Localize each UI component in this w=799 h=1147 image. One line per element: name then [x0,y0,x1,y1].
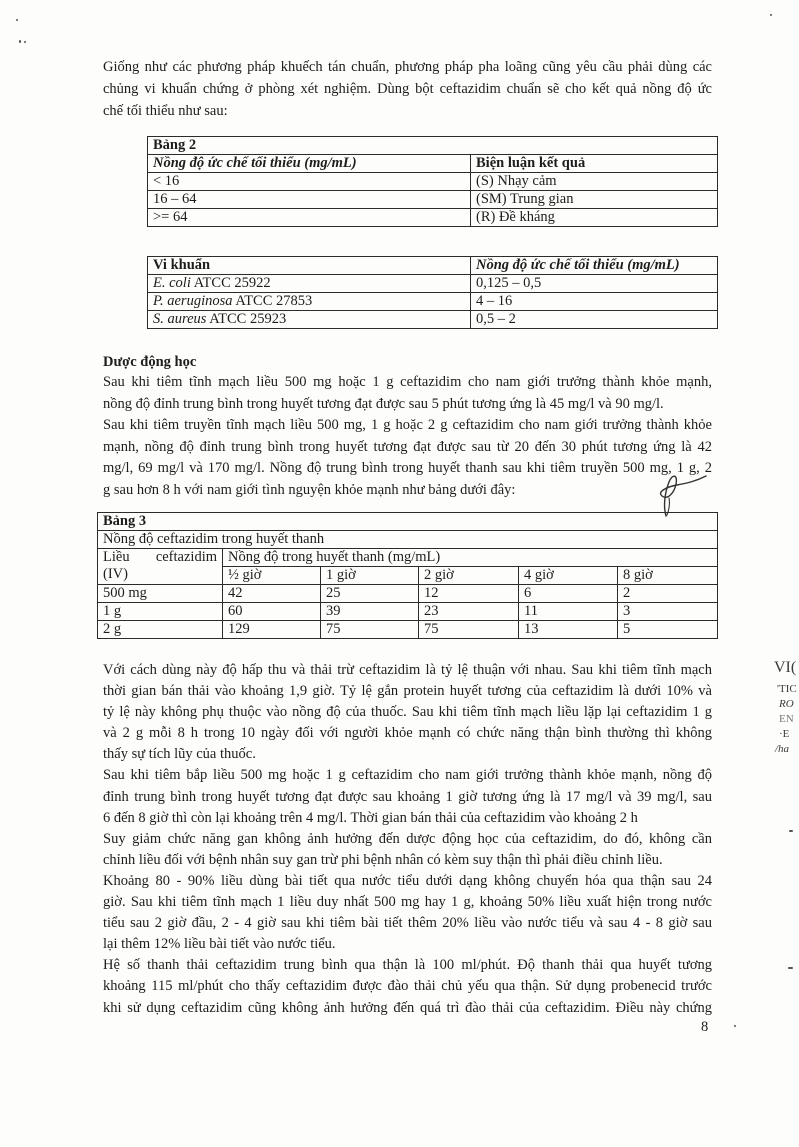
table-cell: 16 – 64 [148,191,471,209]
table-cell: 75 [419,621,519,639]
table-cell: (SM) Trung gian [471,191,718,209]
text-line: 6 đến 8 giờ thì còn lại khoảng trên 4 mg/l. Thời gian bán thải của ceftazidim vào khoảng 2 h [103,809,638,826]
text-line: và 2 g mỗi 8 h trong 10 ngày đối với người khỏe mạnh có chức năng thận bình thường thì không [103,725,712,742]
table-cell: 13 [519,621,618,639]
text-line: thấy sự tích lũy của thuốc. [103,746,256,763]
species-name: P. aeruginosa [153,293,233,309]
margin-fragment: /ha [775,743,790,755]
text-line: chủng vi khuẩn chứng ở phòng xét nghiệm. Dùng bột ceftazidim chuẩn sẽ cho kết quả nồng độ ức [103,81,712,97]
table-cell: 60 [223,603,321,621]
text-line: chế tối thiểu như sau: [103,103,228,119]
table-cell: 6 [519,585,618,603]
scan-speck [16,19,18,21]
scan-speck [734,1025,736,1027]
table-cell: 129 [223,621,321,639]
page-number: 8 [701,1019,709,1035]
table-row [98,603,718,621]
scan-speck [770,14,772,16]
table-row [148,275,718,293]
table-cell: 25 [321,585,419,603]
scan-speck [789,830,793,832]
qc-strain-table [147,256,718,329]
text-line: Sau khi tiêm tĩnh mạch liều 500 mg hoặc 1 g ceftazidim cho nam giới trưởng thành khỏe mạnh, [103,374,712,390]
column-header: Nồng độ ức chế tối thiểu (mg/mL) [148,155,471,173]
text-line: Với cách dùng này độ hấp thu và thải trừ ceftazidim là tỷ lệ thuận với nhau. Sau khi tiêm tĩnh mạch [103,662,712,678]
table-cell: >= 64 [148,209,471,227]
table-cell: 5 [618,621,718,639]
time-header: 4 giờ [519,567,618,585]
table-cell: 3 [618,603,718,621]
text-line: Suy giảm chức năng gan không ảnh hưởng đến dược động học của ceftazidim, do đó, không cần [103,830,712,847]
table-cell: 75 [321,621,419,639]
concentration-header: Nồng độ trong huyết thanh (mg/mL) [223,549,718,567]
strain-id: ATCC 25922 [193,275,271,291]
mic-interpretation-table [147,136,718,227]
section-heading: Dược động học [103,354,197,370]
species-name: S. aureus [153,311,207,327]
scan-speck [788,967,793,969]
text-line: Sau khi tiêm bắp liều 500 mg hoặc 1 g ceftazidim cho nam giới trưởng thành khỏe mạnh, nồng độ [103,767,712,784]
table-row [148,173,718,191]
table-cell: 11 [519,603,618,621]
text-line: khoảng 115 ml/phút cho thấy ceftazidim được đào thải chủ yếu qua thận. Sử dụng probenecid trước [103,978,712,995]
text-line: thời gian bán thải vào khoảng 1,9 giờ. Tỷ lệ gắn protein huyết tương của ceftazidim là dưới 10% và [103,683,712,700]
text-line: mạnh, nồng độ đỉnh trung bình trong huyết tương đạt được sau từ 20 đến 30 phút tương ứng là 42 [103,438,712,455]
table-cell: < 16 [148,173,471,191]
text-line: giờ. Sau khi tiêm tĩnh mạch 1 liều duy nhất 500 mg hay 1 g, khoảng 50% liều xuất hiện trong nước [103,894,712,911]
table-caption-row [98,531,718,549]
table-cell [148,311,471,329]
table-header-row [98,549,718,567]
table-cell: 0,5 – 2 [471,311,718,329]
body-text [103,660,712,1019]
table-title-row [98,513,718,531]
strain-id: ATCC 27853 [235,293,313,309]
table-cell: 39 [321,603,419,621]
dose-header-word: Liều [103,549,130,565]
table-header-row [148,155,718,173]
table-title: Bảng 3 [98,513,718,531]
margin-fragment: EN [779,713,794,725]
text-line: tiểu sau 2 giờ đầu, 2 - 4 giờ sau khi tiêm bài tiết thêm 20% liều vào nước tiểu và sau 4 - 8 giờ sau [103,915,712,932]
table-cell: (S) Nhạy cảm [471,173,718,191]
species-name: E. coli [153,275,191,291]
dose-cell: 2 g [98,621,223,639]
table-title: Bảng 2 [148,137,718,155]
table-cell: 0,125 – 0,5 [471,275,718,293]
table-row [98,585,718,603]
text-line: mg/l, 69 mg/l và 170 mg/l. Nồng độ trung bình trong huyết thanh sau khi tiêm truyền 500 mg, 1 g, 2 [103,460,712,477]
table-row [148,209,718,227]
scan-speck [24,41,26,43]
table-cell [148,293,471,311]
time-header: ½ giờ [223,567,321,585]
strain-id: ATCC 25923 [209,311,287,327]
margin-fragment: ·E [779,728,790,740]
text-line: chỉnh liều đối với bệnh nhân suy gan trừ phi bệnh nhân có kèm suy thận thì phải điều chỉnh liều. [103,851,663,868]
margin-fragment: VI( [774,659,797,676]
margin-fragment: RO [779,698,794,710]
column-header: Vi khuẩn [148,257,471,275]
scan-speck [19,40,21,43]
table-header-row [148,257,718,275]
dose-cell: 1 g [98,603,223,621]
text-line: khi sử dụng ceftazidim cũng không ảnh hưởng đến quá trì đào thải của ceftazidim. Điều này chứng [103,999,712,1016]
pharmacokinetics-paragraph [103,372,712,502]
table-caption: Nồng độ ceftazidim trong huyết thanh [98,531,718,549]
dose-cell: 500 mg [98,585,223,603]
text-line: lại thêm 12% liều bài tiết vào nước tiểu. [103,936,336,953]
time-header: 2 giờ [419,567,519,585]
text-line: Sau khi tiêm truyền tĩnh mạch liều 500 mg, 1 g hoặc 2 g ceftazidim cho nam giới trưởng thành khỏe [103,417,712,434]
table-row [148,311,718,329]
table-cell: 42 [223,585,321,603]
text-line: Hệ số thanh thải ceftazidim trung bình qua thận là 100 ml/phút. Độ thanh thải qua huyết tương [103,957,712,974]
table-cell: (R) Đề kháng [471,209,718,227]
column-header: Biện luận kết quả [471,155,718,173]
text-line: Khoảng 80 - 90% liều dùng bài tiết qua nước tiểu dưới dạng không chuyển hóa qua thận sau 24 [103,872,712,889]
time-header: 1 giờ [321,567,419,585]
margin-fragment: 'TIC [777,683,797,695]
text-line: đỉnh trung bình trong huyết tương đạt được sau khoảng 1 giờ tương ứng là 17 mg/l và 39 mg/l, sau [103,788,712,805]
table-title-row [148,137,718,155]
table-row [148,191,718,209]
text-line: nồng độ đỉnh trung bình trong huyết tương đạt được sau 5 phút tương ứng là 45 mg/l và 90 mg/l. [103,395,664,412]
dose-route: (IV) [103,566,128,582]
dose-header-cell [98,549,223,585]
serum-concentration-table [97,512,718,639]
text-line: tỷ lệ này không phụ thuộc vào nồng độ của thuốc. Sau khi tiêm tĩnh mạch liều lặp lại ceftazidim 1 g [103,704,712,721]
table-row [98,621,718,639]
text-line: g sau hơn 8 h với nam giới tình nguyện khỏe mạnh như bảng dưới đây: [103,481,516,498]
intro-paragraph [103,56,712,122]
table-cell: 23 [419,603,519,621]
text-line: Giống như các phương pháp khuếch tán chuẩn, phương pháp pha loãng cũng yêu cầu phải dùng các [103,59,712,75]
time-header: 8 giờ [618,567,718,585]
table-cell [148,275,471,293]
table-row [148,293,718,311]
dose-header-word: ceftazidim [155,549,217,565]
column-header: Nồng độ ức chế tối thiểu (mg/mL) [471,257,718,275]
dose-header-line [103,549,217,566]
table-cell: 12 [419,585,519,603]
table-cell: 2 [618,585,718,603]
table-cell: 4 – 16 [471,293,718,311]
